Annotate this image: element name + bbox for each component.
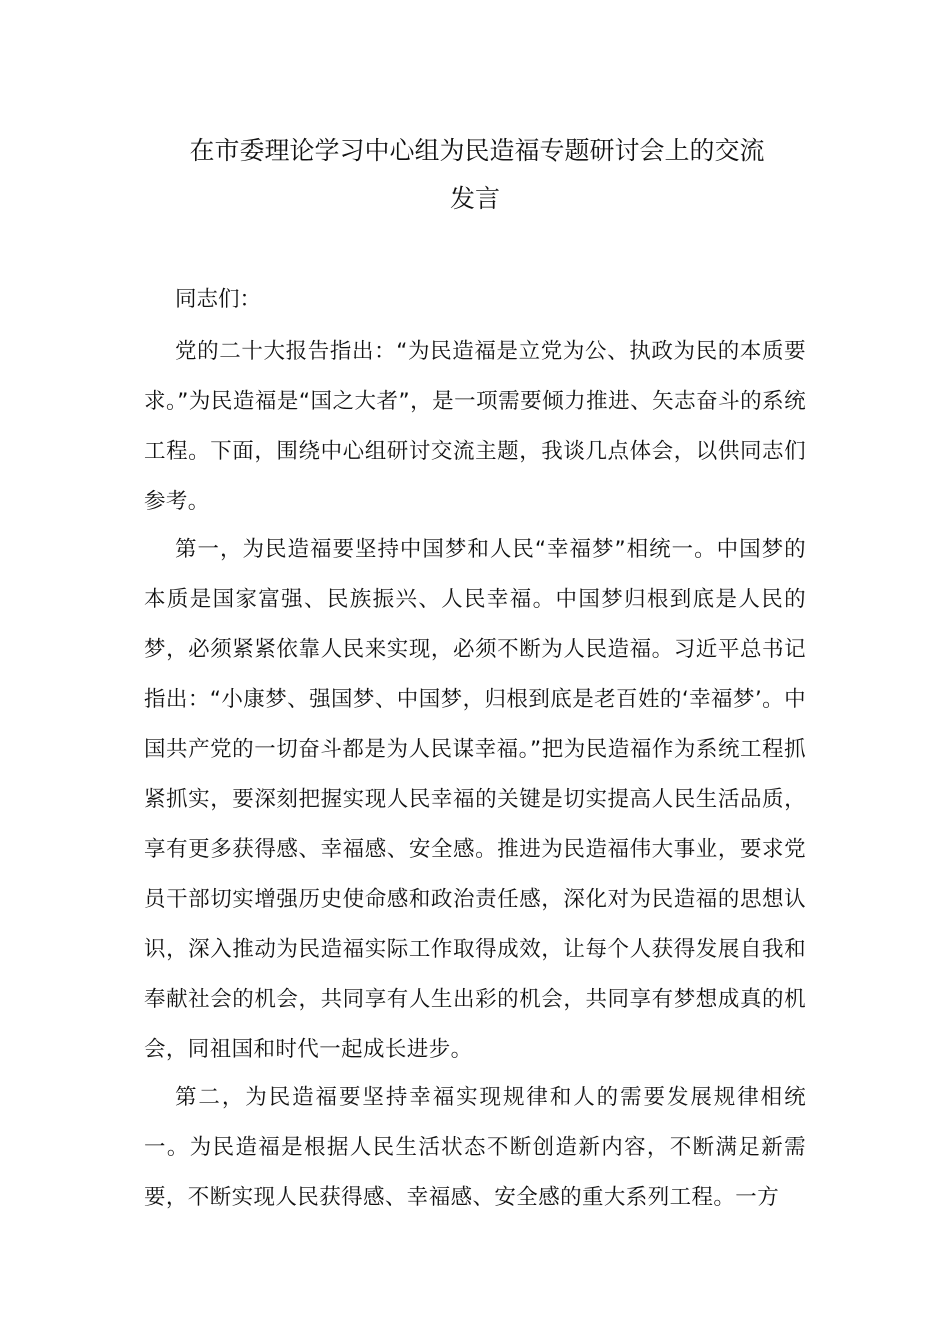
paragraph-first-point: 第一，为民造福要坚持中国梦和人民“幸福梦”相统一。中国梦的本质是国家富强、民族振兴、人民幸福。中国梦归根到底是人民的梦，必须紧紧依靠人民来实现，必须不断为人民造福。习近平总书记指出：“小康梦、强国梦、中国梦，归根到底是老百姓的‘幸福梦’。中国共产党的一切奋斗都是为人民谋幸福。”把为民造福作为系统工程抓紧抓实，要深刻把握实现人民幸福的关键是切实提高人民生活品质，享有更多获得感、幸福感、安全感。推进为民造福伟大事业，要求党员干部切实增强历史使命感和政治责任感，深化对为民造福的思想认识，深入推动为民造福实际工作取得成效，让每个人获得发展自我和奉献社会的机会，共同享有人生出彩的机会，共同享有梦想成真的机会，同祖国和时代一起成长进步。 (144, 537, 806, 1062)
paragraph-intro: 党的二十大报告指出：“为民造福是立党为公、执政为民的本质要求。”为民造福是“国之大者”，是一项需要倾力推进、矢志奋斗的系统工程。下面，围绕中心组研讨交流主题，我谈几点体会，以供同志们参考。 (144, 339, 806, 514)
document-title-line-2: 发言 (449, 184, 500, 213)
document-title-line-1: 在市委理论学习中心组为民造福专题研讨会上的交流 (189, 136, 765, 165)
paragraph-second-point: 第二，为民造福要坚持幸福实现规律和人的需要发展规律相统一。为民造福是根据人民生活状态不断创造新内容，不断满足新需要，不断实现人民获得感、幸福感、安全感的重大系列工程。一方 (144, 1085, 806, 1210)
greeting: 同志们： (175, 287, 262, 312)
